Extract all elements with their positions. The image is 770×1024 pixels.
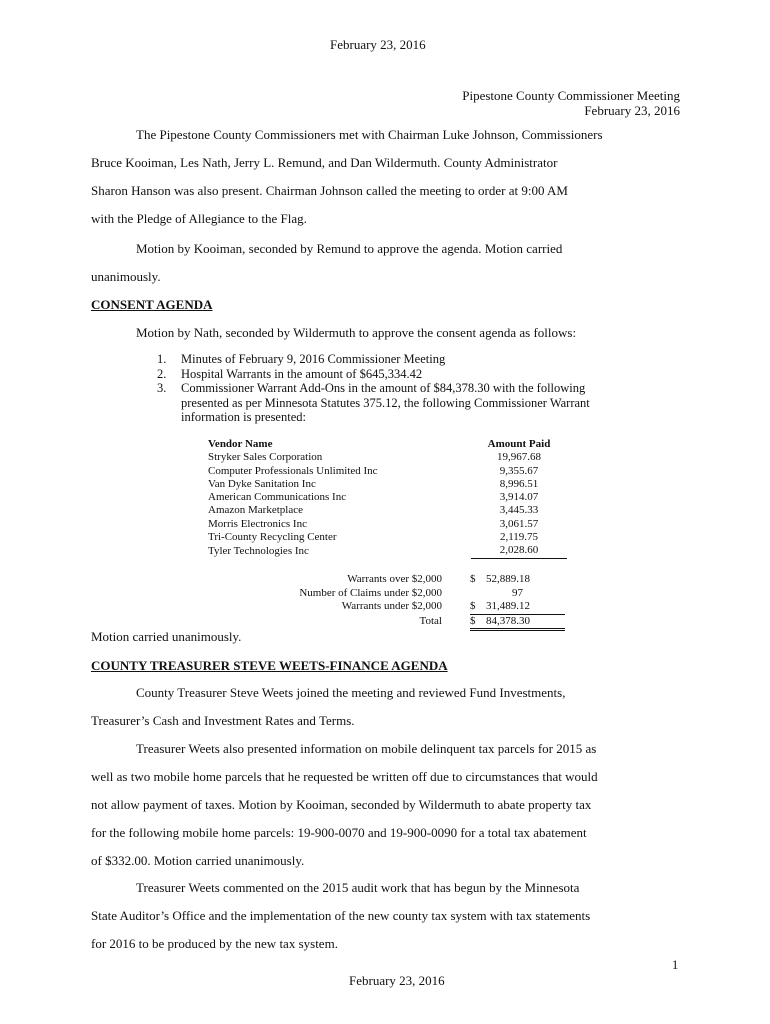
table-row [208, 518, 567, 531]
totals-value-cell [470, 573, 565, 587]
vendor-table [208, 438, 567, 559]
list-item-text: Commissioner Warrant Add-Ons in the amount of $84,378.30 with the following [181, 381, 586, 395]
amount-cell: 3,914.07 [499, 491, 539, 504]
treasurer-paragraph-1 [91, 679, 565, 735]
list-item-number: 2. [157, 366, 167, 381]
vendor-cell: Tyler Technologies Inc [208, 544, 309, 557]
totals-label: Warrants under $2,000 [341, 600, 442, 613]
totals-value-cell [470, 587, 565, 601]
amount-cell: 19,967.68 [497, 451, 541, 464]
vendor-name-header: Vendor Name [208, 438, 273, 450]
vendor-cell: Morris Electronics Inc [208, 517, 307, 530]
list-item [157, 352, 590, 367]
consent-agenda-heading: CONSENT AGENDA [91, 297, 213, 312]
vendor-cell: Van Dyke Sanitation Inc [208, 477, 316, 490]
totals-row [240, 573, 565, 587]
intro-line: with the Pledge of Allegiance to the Flag. [91, 211, 307, 226]
totals-row [240, 600, 565, 614]
totals-value: 52,889.18 [486, 573, 530, 585]
footer-date: February 23, 2016 [349, 973, 445, 988]
treasurer-line: County Treasurer Steve Weets joined the meeting and reviewed Fund Investments, [136, 685, 566, 700]
list-item-number: 1. [157, 352, 167, 366]
amount-cell: 2,119.75 [499, 531, 539, 544]
meeting-title [462, 88, 680, 118]
consent-items-list [157, 352, 590, 425]
intro-line: Bruce Kooiman, Les Nath, Jerry L. Remund, and Dan Wildermuth. County Administrator [91, 155, 558, 170]
meeting-title-date: February 23, 2016 [584, 103, 680, 118]
totals-label: Warrants over $2,000 [347, 573, 442, 585]
treasurer-line: Treasurer’s Cash and Investment Rates and Terms. [91, 713, 355, 728]
amount-cell: 3,445.33 [499, 504, 539, 517]
treasurer-line: State Auditor’s Office and the implementation of the new county tax system with tax statements [91, 908, 591, 923]
vendor-cell: Tri-County Recycling Center [208, 531, 337, 544]
totals-row [240, 587, 565, 601]
list-item [157, 381, 590, 425]
list-item-text: Minutes of February 9, 2016 Commissioner Meeting [181, 352, 446, 366]
list-item [157, 367, 590, 382]
table-row [208, 478, 567, 491]
amount-cell: 8,996.51 [499, 477, 539, 490]
header-date: February 23, 2016 [330, 37, 426, 52]
treasurer-paragraph-3 [91, 874, 590, 958]
intro-paragraph [91, 121, 603, 233]
totals-value: 31,489.12 [486, 600, 530, 612]
treasurer-line: not allow payment of taxes. Motion by Kooiman, seconded by Wildermuth to abate property tax [91, 797, 592, 812]
agenda-motion-line: Motion by Kooiman, seconded by Remund to approve the agenda. Motion carried [136, 241, 563, 256]
table-row [208, 544, 567, 558]
consent-carried: Motion carried unanimously. [91, 629, 242, 644]
amount-paid-header: Amount Paid [487, 438, 551, 450]
totals-value: 97 [512, 586, 523, 599]
vendor-cell: Amazon Marketplace [208, 504, 303, 517]
dollar-sign: $ [470, 573, 476, 585]
page-number: 1 [672, 958, 679, 972]
vendor-cell: Stryker Sales Corporation [208, 451, 323, 464]
table-header-row [208, 438, 567, 451]
treasurer-line: Treasurer Weets also presented information on mobile delinquent tax parcels for 2015 as [136, 741, 597, 756]
list-item-text: presented as per Minnesota Statutes 375.12, the following Commissioner Warrant [181, 395, 590, 410]
amount-cell: 2,028.60 [471, 544, 567, 558]
amount-cell: 9,355.67 [499, 464, 539, 477]
totals-row [240, 614, 565, 630]
warrant-totals-table [240, 573, 565, 631]
dollar-sign: $ [470, 600, 476, 612]
treasurer-line: Treasurer Weets commented on the 2015 audit work that has begun by the Minnesota [136, 880, 580, 895]
totals-label: Total [419, 615, 442, 627]
totals-value: 84,378.30 [486, 614, 530, 627]
treasurer-line: well as two mobile home parcels that he requested be written off due to circumstances that would [91, 769, 598, 784]
vendor-cell: American Communications Inc [208, 491, 347, 504]
meeting-title-line1: Pipestone County Commissioner Meeting [462, 88, 680, 103]
totals-label: Number of Claims under $2,000 [299, 586, 442, 599]
amount-cell: 3,061.57 [499, 517, 539, 530]
dollar-sign: $ [470, 614, 476, 627]
vendor-cell: Computer Professionals Unlimited Inc [208, 464, 378, 477]
totals-value-cell [470, 614, 565, 630]
totals-value-cell [470, 600, 565, 614]
agenda-motion-line: unanimously. [91, 269, 161, 284]
list-item-text: Hospital Warrants in the amount of $645,334.42 [181, 366, 423, 381]
treasurer-line: for 2016 to be produced by the new tax system. [91, 936, 338, 951]
intro-line: Sharon Hanson was also present. Chairman Johnson called the meeting to order at 9:00 AM [91, 183, 568, 198]
treasurer-paragraph-2 [91, 735, 598, 875]
list-item-number: 3. [157, 381, 167, 395]
treasurer-line: for the following mobile home parcels: 19-900-0070 and 19-900-0090 for a total tax abatement [91, 825, 587, 840]
treasurer-line: of $332.00. Motion carried unanimously. [91, 853, 305, 868]
table-row [208, 465, 567, 478]
table-row [208, 504, 567, 517]
list-item-text: information is presented: [181, 410, 306, 424]
treasurer-heading: COUNTY TREASURER STEVE WEETS-FINANCE AGENDA [91, 658, 448, 673]
table-row [208, 491, 567, 504]
intro-line: The Pipestone County Commissioners met with Chairman Luke Johnson, Commissioners [136, 127, 603, 142]
consent-motion: Motion by Nath, seconded by Wildermuth to approve the consent agenda as follows: [136, 325, 577, 340]
agenda-motion-paragraph [91, 235, 562, 291]
table-row [208, 451, 567, 464]
table-row [208, 531, 567, 544]
